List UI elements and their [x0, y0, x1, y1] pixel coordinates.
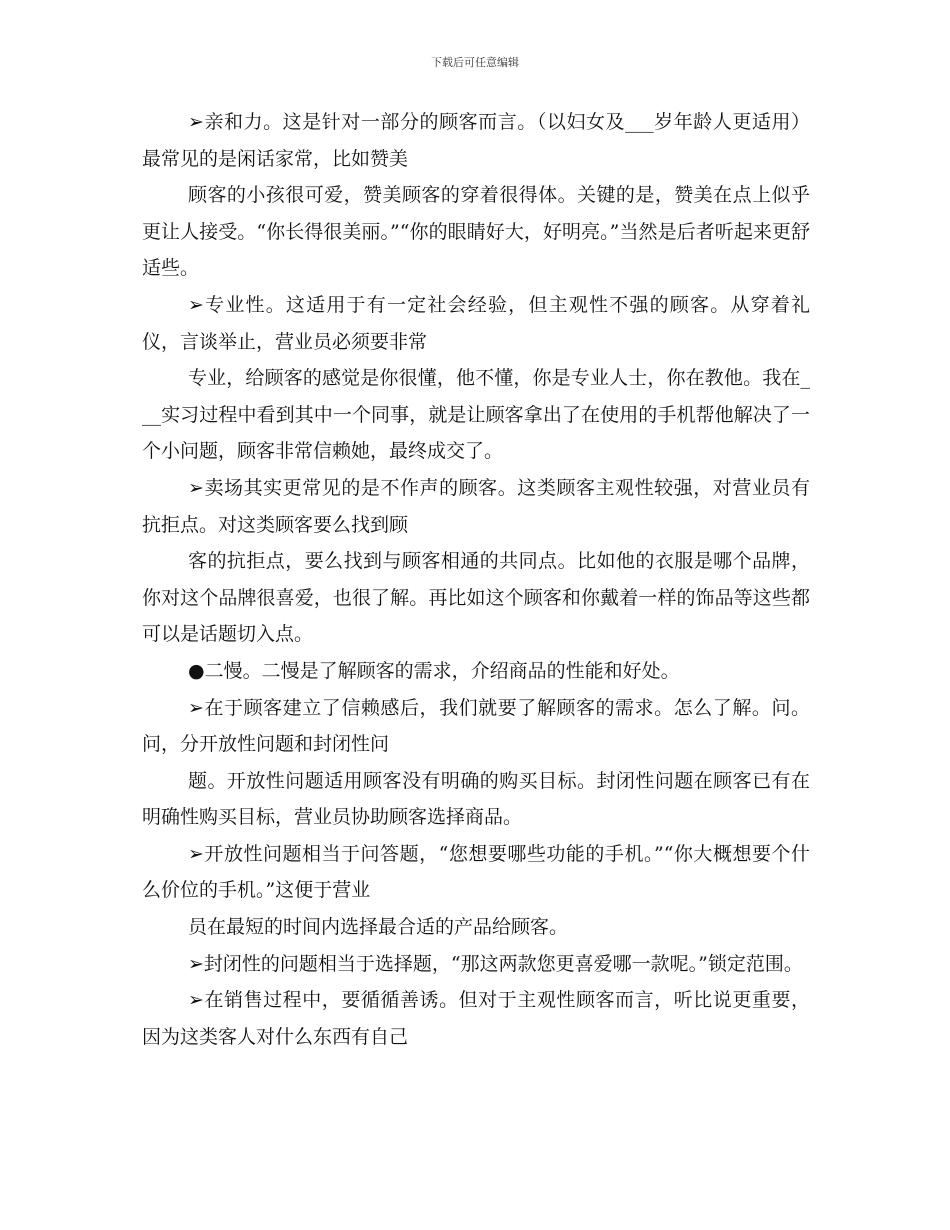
paragraph-ask-needs: ➢在于顾客建立了信赖感后，我们就要了解顾客的需求。怎么了解。问。问，分开放性问题和封闭性问 [142, 696, 810, 756]
paragraph-professionalism: ➢专业性。这适用于有一定社会经验，但主观性不强的顾客。从穿着礼仪，言谈举止，营业员必须要非常 [142, 293, 810, 353]
paragraph-praise: 顾客的小孩很可爱，赞美顾客的穿着很得体。关键的是，赞美在点上似乎更让人接受。“你长得很美丽。”“你的眼睛好大，好明亮。”当然是后者听起来更舒适些。 [142, 184, 810, 280]
paragraph-closed-questions: ➢封闭性的问题相当于选择题，“那这两款您更喜爱哪一款呢。”锁定范围。 [188, 952, 803, 975]
paragraph-professional-example: 专业，给顾客的感觉是你很懂，他不懂，你是专业人士，你在教他。我在___实习过程中看到其中一个同事，就是让顾客拿出了在使用的手机帮他解决了一个小问题，顾客非常信赖她，最终成交了。 [142, 367, 810, 463]
paragraph-open-questions-cont: 员在最短的时间内选择最合适的产品给顾客。 [188, 916, 569, 939]
page-header: 下载后可任意编辑 [431, 56, 519, 69]
paragraph-rapport: ➢亲和力。这是针对一部分的顾客而言。（以妇女及___岁年龄人更适用）最常见的是闲话家常，比如赞美 [142, 111, 810, 170]
paragraph-open-questions: ➢开放性问题相当于问答题，“您想要哪些功能的手机。”“你大概想要个什么价位的手机。”这便于营业 [142, 842, 810, 902]
document-body [142, 104, 810, 1055]
paragraph-listen-more: ➢在销售过程中，要循循善诱。但对于主观性顾客而言，听比说更重要，因为这类客人对什么东西有自己 [142, 989, 810, 1048]
paragraph-question-types: 题。开放性问题适用顾客没有明确的购买目标。封闭性问题在顾客已有在明确性购买目标，营业员协助顾客选择商品。 [142, 769, 810, 829]
paragraph-silent-customer: ➢卖场其实更常见的是不作声的顾客。这类顾客主观性较强，对营业员有抗拒点。对这类顾客要么找到顾 [142, 476, 810, 536]
paragraph-second-slow: ●二慢。二慢是了解顾客的需求，介绍商品的性能和好处。 [188, 659, 680, 682]
paragraph-common-ground: 客的抗拒点，要么找到与顾客相通的共同点。比如他的衣服是哪个品牌，你对这个品牌很喜爱，也很了解。再比如这个顾客和你戴着一样的饰品等这些都可以是话题切入点。 [142, 550, 810, 646]
